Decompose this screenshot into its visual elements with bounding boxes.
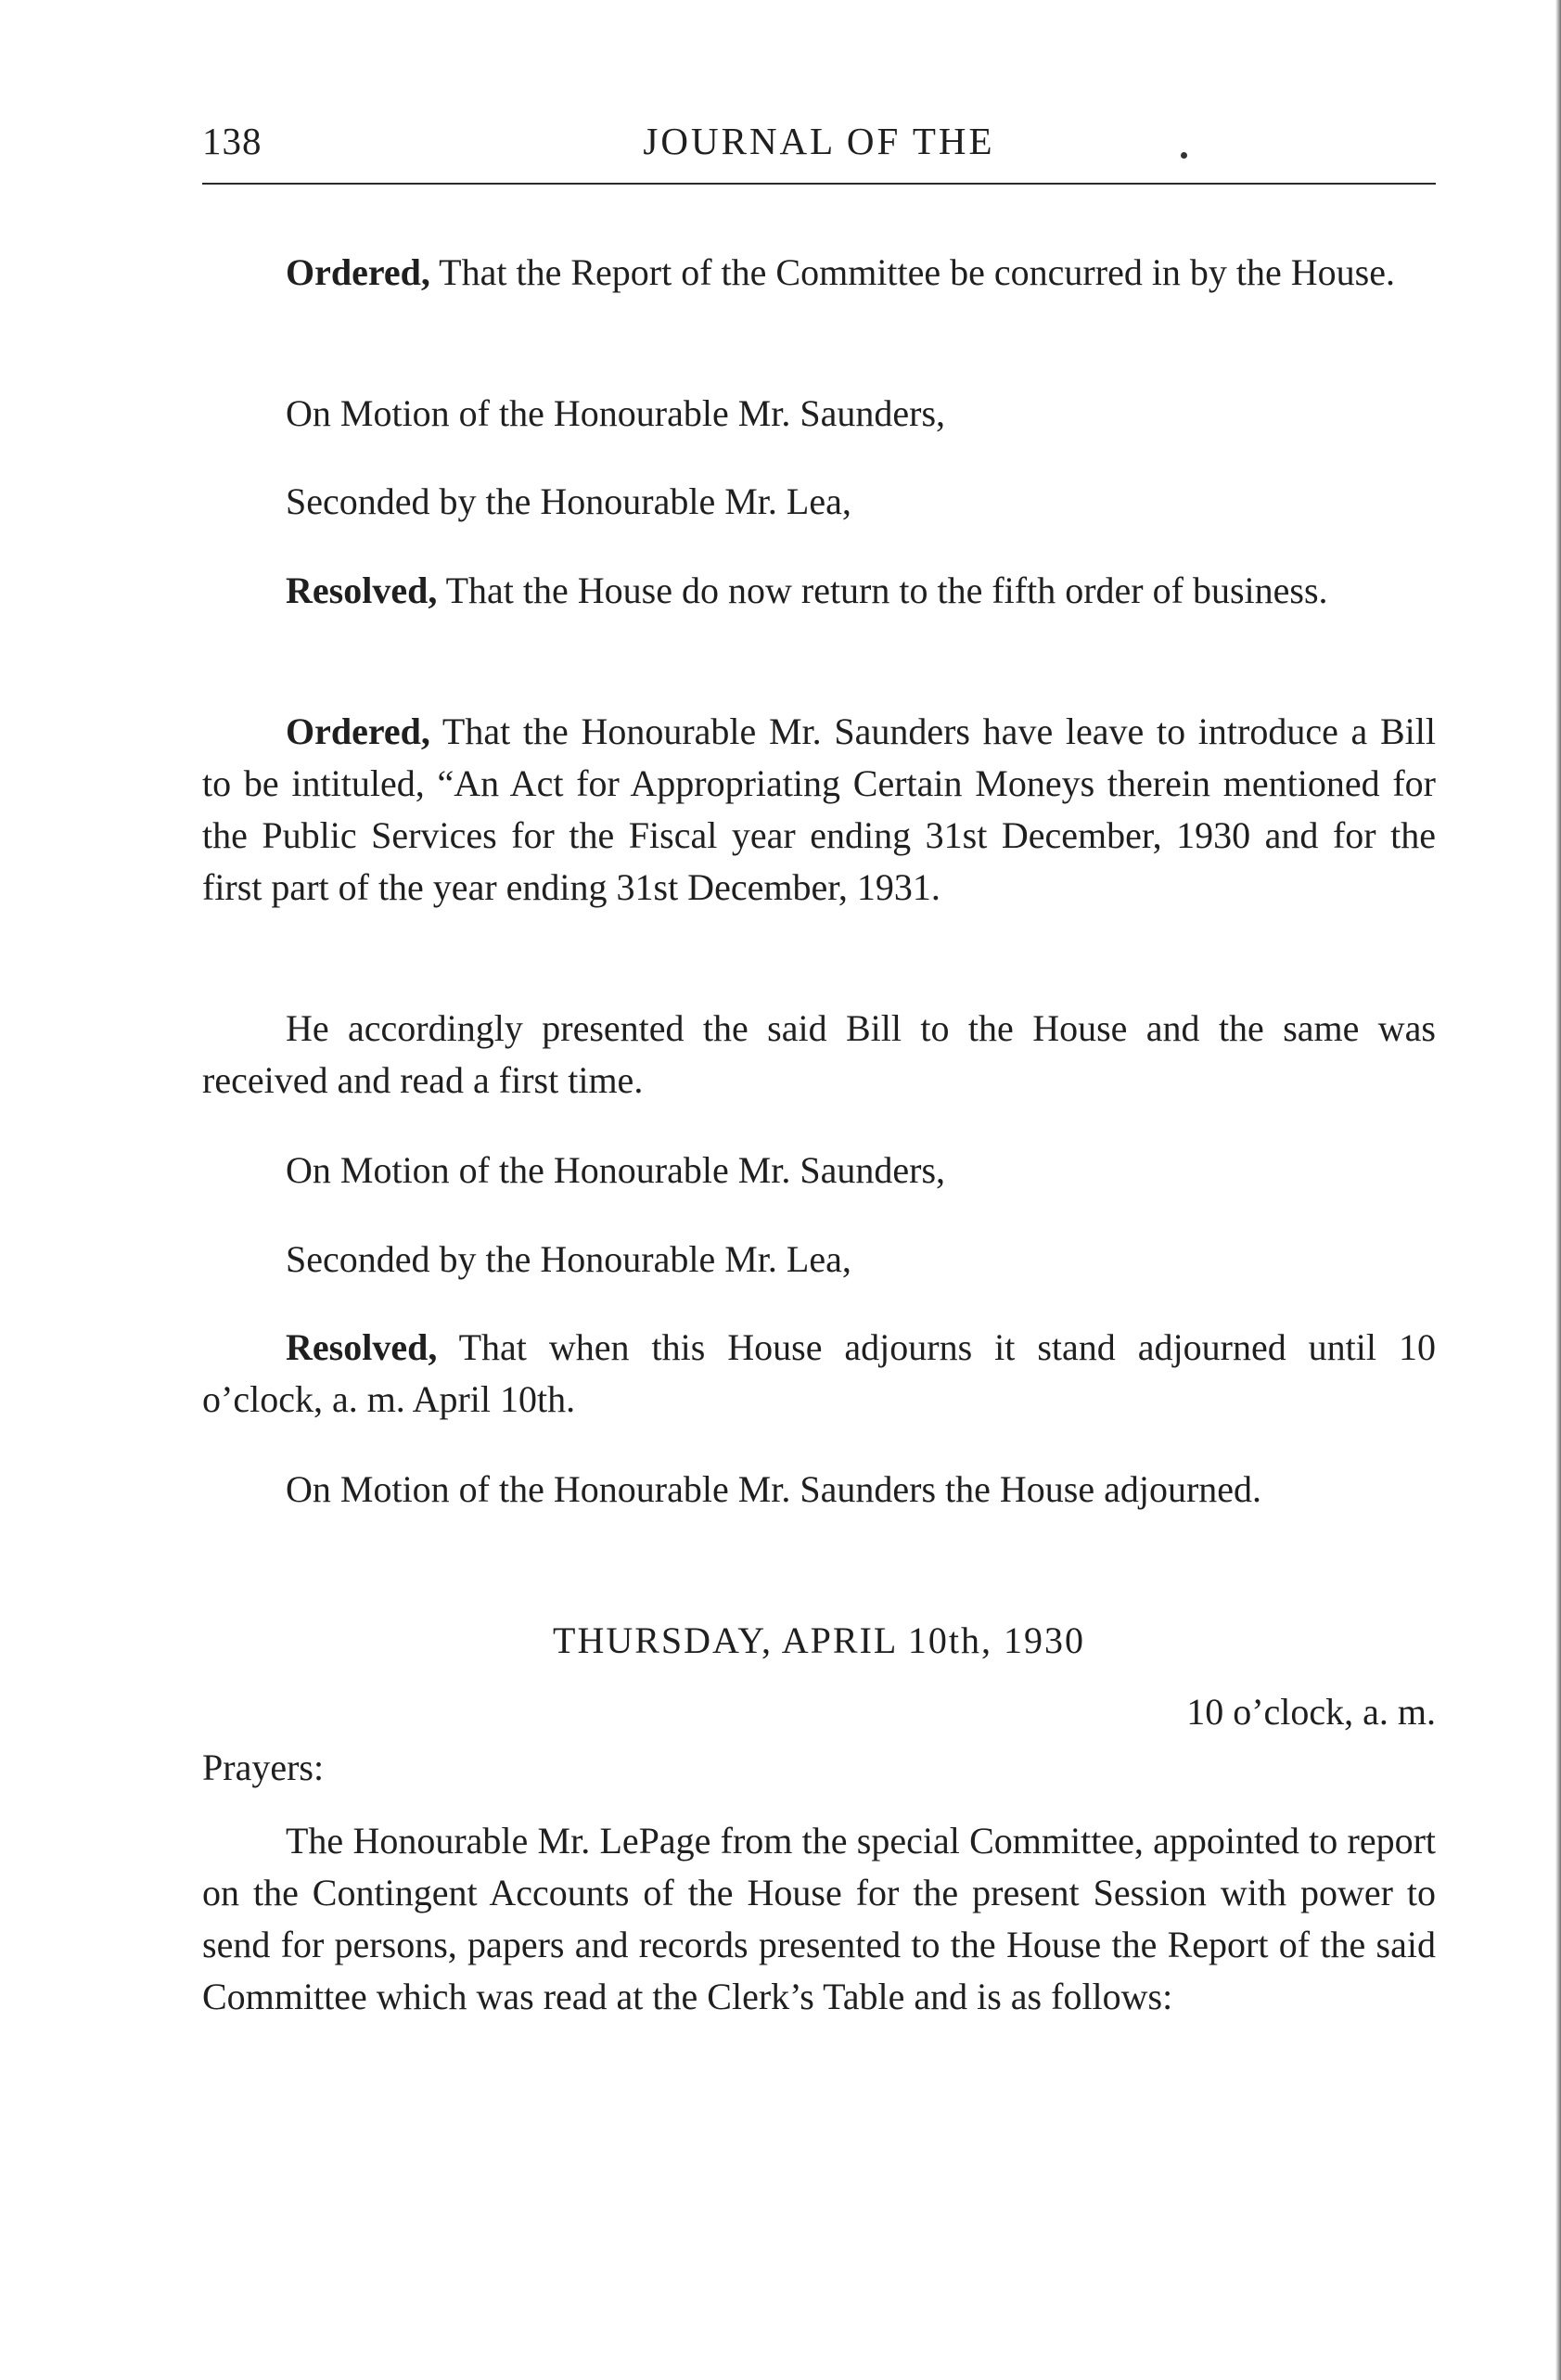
paragraph-text: On Motion of the Honourable Mr. Saunders the House adjourned. <box>286 1468 1262 1510</box>
paragraph-ordered-bill <box>202 706 1436 914</box>
prayers-line: Prayers: <box>202 1747 325 1788</box>
paragraph-text: On Motion of the Honourable Mr. Saunders, <box>286 1149 946 1191</box>
paragraph-ordered-concurred <box>202 247 1436 299</box>
page-number: 138 <box>202 120 262 162</box>
paragraph-resolved-fifth-order <box>202 565 1436 617</box>
header-dot-mark <box>1181 152 1187 159</box>
paragraph-bill-presented <box>202 1003 1436 1107</box>
paragraph-text: He accordingly presented the said Bill to the House and the same was received and read a first time. <box>202 1007 1436 1101</box>
paragraph-lepage-report <box>202 1815 1436 2023</box>
paragraph-text: That when this House adjourns it stand adjourned until 10 o’clock, a. m. April 10th. <box>202 1326 1436 1420</box>
paragraph-seconded <box>202 1234 1436 1286</box>
lead-word: Ordered, <box>286 710 430 752</box>
lead-word: Ordered, <box>286 251 430 293</box>
paragraph-motion <box>202 388 1436 440</box>
paragraph-seconded <box>202 476 1436 528</box>
paragraph-text: That the House do now return to the fifth order of business. <box>437 569 1328 611</box>
paragraph-text: That the Report of the Committee be concurred in by the House. <box>429 251 1396 293</box>
page-header <box>202 119 1436 174</box>
paragraph-motion <box>202 1145 1436 1196</box>
lead-word: Resolved, <box>286 569 438 611</box>
paragraph-text: Seconded by the Honourable Mr. Lea, <box>286 1238 851 1280</box>
date-heading: THURSDAY, APRIL 10th, 1930 <box>553 1619 1085 1661</box>
paragraph-text: The Honourable Mr. LePage from the special Committee, appointed to report on the Contingent Accounts of the House for the present Session with power to send for persons, papers and records presented to the House the Report of the said Committee which was read at the Clerk’s Table and is as follows: <box>202 1820 1436 2017</box>
time-line: 10 o’clock, a. m. <box>1186 1691 1436 1733</box>
paragraph-text: On Motion of the Honourable Mr. Saunders, <box>286 392 946 434</box>
paragraph-text: That the Honourable Mr. Saunders have leave to introduce a Bill to be intituled, “An Act for Appropriating Certain Moneys therein mentioned for the Public Services for the Fiscal year ending 31st December, 1930 and for the first part of the year ending 31st December, 1931. <box>202 710 1436 908</box>
paragraph-house-adjourned <box>202 1464 1436 1516</box>
paragraph-resolved-adjourn <box>202 1322 1436 1426</box>
paragraph-text: Seconded by the Honourable Mr. Lea, <box>286 480 851 522</box>
running-head: JOURNAL OF THE <box>643 120 995 162</box>
lead-word: Resolved, <box>286 1326 438 1368</box>
page-edge-shadow <box>1555 0 1561 2380</box>
header-rule <box>202 183 1436 185</box>
